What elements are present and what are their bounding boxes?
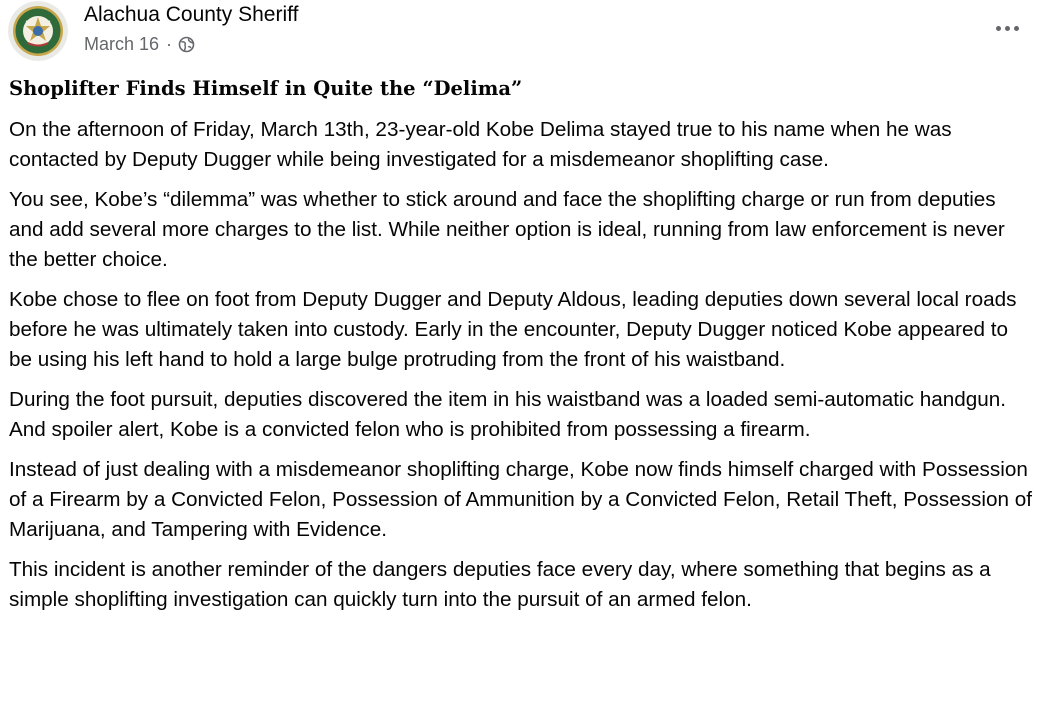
paragraph: During the foot pursuit, deputies discovered the item in his waistband was a loaded semi-automatic handgun. And spoiler alert, Kobe is a convicted felon who is prohibited from possessing a firearm.: [9, 388, 1007, 441]
dot: [996, 26, 1001, 31]
post-date[interactable]: March 16: [84, 34, 160, 54]
dot: [1005, 26, 1010, 31]
paragraph: You see, Kobe’s “dilemma” was whether to stick around and face the shoplifting charge or run from deputies and add several more charges to the list. While neither option is ideal, running from law enforcement is never the better choice.: [9, 188, 1005, 271]
globe-icon[interactable]: [178, 36, 195, 53]
paragraph: Instead of just dealing with a misdemeanor shoplifting charge, Kobe now finds himself charged with Possession of a Firearm by a Convicted Felon, Possession of Ammunition by a Convicted Felon, Retail Theft, Possession of Marijuana, and Tampering with Evidence.: [9, 458, 1032, 541]
post-body: [9, 115, 1033, 625]
post-title: Shoplifter Finds Himself in Quite the “Delima”: [9, 77, 523, 100]
paragraph: On the afternoon of Friday, March 13th, 23-year-old Kobe Delima stayed true to his name when he was contacted by Deputy Dugger while being investigated for a misdemeanor shoplifting case.: [9, 118, 952, 171]
avatar[interactable]: [8, 1, 68, 61]
sheriff-badge-icon: [8, 1, 68, 61]
author-name[interactable]: Alachua County Sheriff: [84, 3, 299, 26]
post-header: [8, 0, 1030, 66]
post-meta: [84, 33, 195, 55]
meta-separator: ·: [166, 34, 173, 54]
paragraph: Kobe chose to flee on foot from Deputy Dugger and Deputy Aldous, leading deputies down several local roads before he was ultimately taken into custody. Early in the encounter, Deputy Dugger noticed Kobe appeared to be using his left hand to hold a large bulge protruding from the front of his waistband.: [9, 288, 1017, 371]
more-options-icon[interactable]: [990, 14, 1024, 42]
paragraph: This incident is another reminder of the dangers deputies face every day, where something that begins as a simple shoplifting investigation can quickly turn into the pursuit of an armed felon.: [9, 558, 991, 611]
dot: [1014, 26, 1019, 31]
